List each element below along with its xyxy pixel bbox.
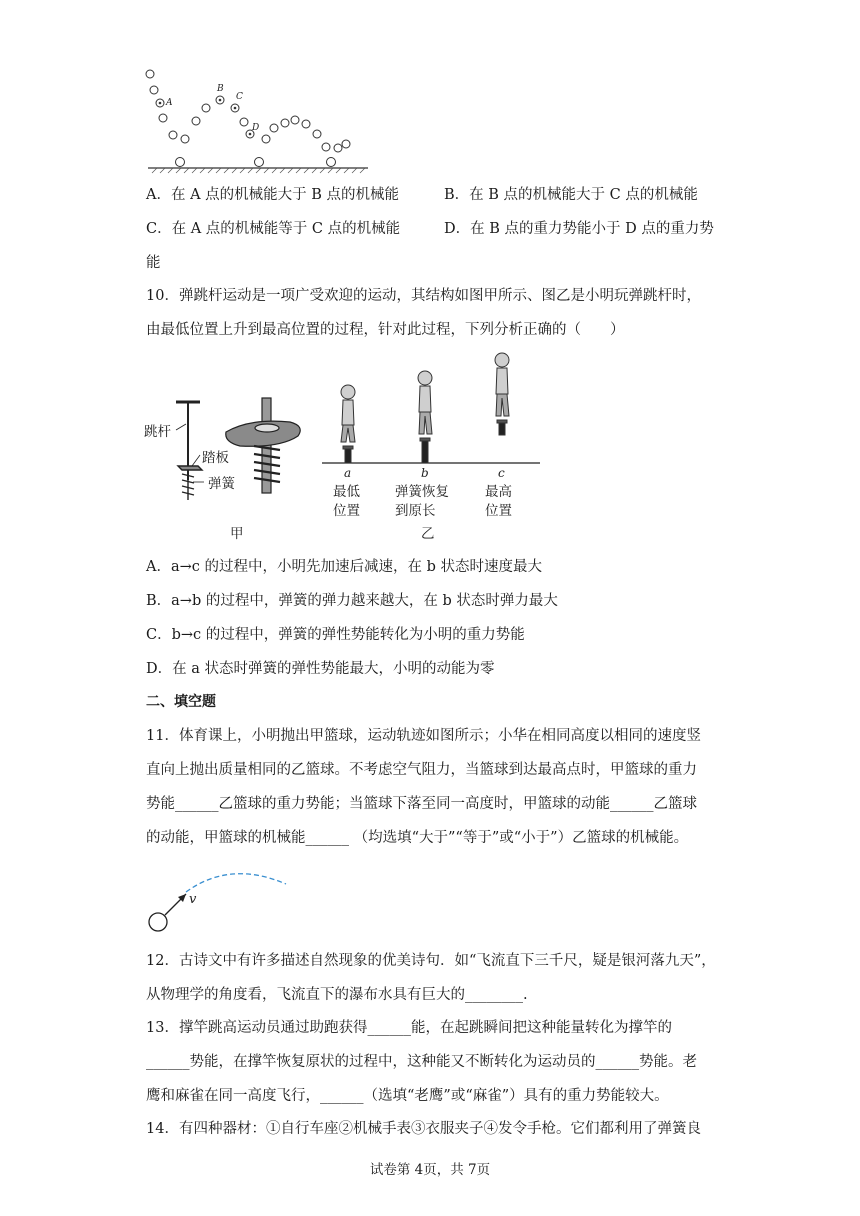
desc-c-line1: 最高	[485, 484, 512, 500]
q10-option-a: A．a→c 的过程中，小明先加速后减速，在 b 状态时速度最大	[146, 559, 542, 575]
state-label-c: c	[498, 466, 505, 480]
desc-b-line1: 弹簧恢复	[395, 484, 449, 500]
pogo-stick-enlarged	[226, 398, 300, 493]
pogo-stick-figure	[140, 350, 550, 545]
point-label-c: C	[236, 92, 243, 102]
q10-stem-line-1: 10．弹跳杆运动是一项广受欢迎的运动，其结构如图甲所示、图乙是小明玩弹跳杆时，	[146, 288, 701, 304]
desc-a-line2: 位置	[333, 503, 360, 519]
section-heading-fill-blank: 二、填空题	[146, 694, 216, 710]
q9-option-c: C．在 A 点的机械能等于 C 点的机械能	[146, 221, 401, 237]
person-state-a	[341, 385, 355, 463]
q9-option-a: A．在 A 点的机械能大于 B 点的机械能	[146, 187, 400, 203]
page-footer: 试卷第 4页，共 7页	[369, 1162, 491, 1178]
basketball-trajectory-figure	[140, 860, 300, 940]
q11-line-2: 直向上抛出质量相同的乙篮球。不考虑空气阻力，当篮球到达最高点时，甲篮球的重力	[146, 762, 697, 778]
caption-yi: 乙	[421, 526, 435, 542]
state-label-a: a	[344, 466, 352, 480]
bouncing-ball-figure	[140, 60, 380, 178]
person-state-c	[495, 353, 509, 435]
desc-b-line2: 到原长	[395, 503, 436, 519]
q13-line-1: 13．撑竿跳高运动员通过助跑获得______能，在起跳瞬间把这种能量转化为撑竿的	[146, 1020, 672, 1036]
q10-stem-line-2: 由最低位置上升到最高位置的过程，针对此过程，下列分析正确的（ ）	[146, 322, 625, 338]
point-label-a: A	[166, 98, 173, 108]
velocity-label: v	[189, 892, 197, 907]
desc-a-line1: 最低	[333, 484, 360, 500]
caption-jia: 甲	[230, 526, 244, 542]
person-state-b	[418, 371, 432, 463]
q12-line-1: 12．古诗文中有许多描述自然现象的优美诗句．如“飞流直下三千尺，疑是银河落九天”，	[146, 953, 716, 969]
q9-option-d: D．在 B 点的重力势能小于 D 点的重力势	[444, 221, 714, 237]
q13-line-2: ______势能，在撑竿恢复原状的过程中，这种能又不断转化为运动员的______势能。老	[146, 1054, 697, 1070]
label-spring: 弹簧	[208, 476, 235, 492]
q11-line-3: 势能______乙篮球的重力势能；当篮球下落至同一高度时，甲篮球的动能______乙篮球	[146, 796, 697, 812]
point-label-b: B	[217, 84, 224, 94]
q13-line-3: 鹰和麻雀在同一高度飞行，______（选填“老鹰”或“麻雀”）具有的重力势能较大。	[146, 1088, 669, 1104]
desc-c-line2: 位置	[485, 503, 512, 519]
q10-option-c: C．b→c 的过程中，弹簧的弹性势能转化为小明的重力势能	[146, 627, 525, 643]
pogo-stick-diagram	[176, 402, 204, 500]
q10-option-d: D．在 a 状态时弹簧的弹性势能最大，小明的动能为零	[146, 661, 495, 677]
q11-line-4: 的动能，甲篮球的机械能______ （均选填“大于”“等于”或“小于”）乙篮球的机械能。	[146, 830, 689, 846]
point-label-d: D	[252, 123, 260, 133]
q9-option-b: B．在 B 点的机械能大于 C 点的机械能	[444, 187, 698, 203]
label-pedal: 踏板	[202, 450, 229, 466]
q14-line-1: 14．有四种器材：①自行车座②机械手表③衣服夹子④发令手枪。它们都利用了弹簧良	[146, 1121, 701, 1137]
state-label-b: b	[421, 466, 429, 480]
q10-option-b: B．a→b 的过程中，弹簧的弹力越来越大，在 b 状态时弹力最大	[146, 593, 558, 609]
label-pogo-stick: 跳杆	[144, 424, 171, 440]
q9-option-d-wrap: 能	[146, 255, 161, 271]
q12-line-2: 从物理学的角度看，飞流直下的瀑布水具有巨大的________.	[146, 987, 528, 1003]
q11-line-1: 11．体育课上，小明抛出甲篮球，运动轨迹如图所示；小华在相同高度以相同的速度竖	[146, 728, 701, 744]
